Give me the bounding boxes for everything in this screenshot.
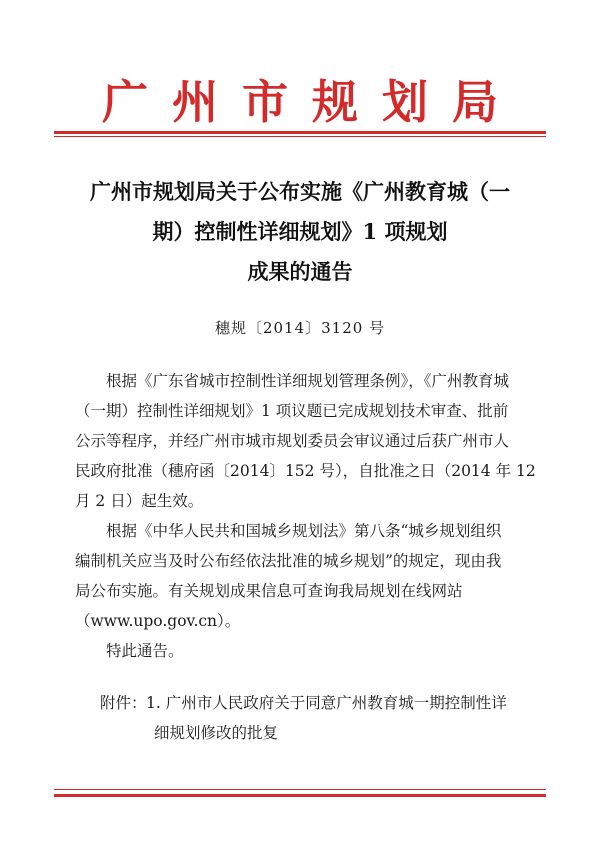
masthead-org-name: 广州市规划局	[102, 75, 522, 129]
notice-title	[55, 172, 545, 292]
attachment-label: 附件：	[100, 694, 147, 712]
paragraph-3	[75, 636, 527, 666]
title-line-1: 广州市规划局关于公布实施《广州教育城（一	[90, 179, 510, 204]
paragraph-2	[75, 516, 527, 636]
closing-line: 特此通告。	[106, 642, 184, 660]
paragraph-1	[75, 366, 536, 516]
paragraph-line: 局公布实施。有关规划成果信息可查询我局规划在线网站	[75, 582, 463, 600]
paragraph-line: 根据《中华人民共和国城乡规划法》第八条“城乡规划组织	[106, 522, 502, 540]
masthead-rule-thick	[54, 131, 546, 134]
document-number: 穗规〔2014〕3120 号	[214, 319, 386, 337]
title-line-3: 成果的通告	[247, 259, 353, 284]
paragraph-line: （一期）控制性详细规划》1 项议题已完成规划技术审查、批前	[75, 402, 509, 420]
attachment-section	[100, 688, 540, 748]
paragraph-line: 公示等程序，并经广州市城市规划委员会审议通过后获广州市人	[75, 432, 510, 450]
paragraph-line: 根据《广东省城市控制性详细规划管理条例》，《广州教育城	[106, 372, 510, 390]
title-line-2: 期）控制性详细规划》1 项规划	[152, 219, 448, 244]
footer-rule-thin	[54, 789, 546, 790]
paragraph-line: （www.upo.gov.cn）。	[75, 612, 241, 630]
paragraph-line: 编制机关应当及时公布经依法批准的城乡规划”的规定，现由我	[75, 552, 502, 570]
attachment-item-line-1: 1. 广州市人民政府关于同意广州教育城一期控制性详	[146, 694, 507, 712]
footer-rule-thick	[54, 794, 546, 797]
masthead-rule-thin	[54, 136, 546, 137]
attachment-item-line-2: 细规划修改的批复	[154, 724, 279, 742]
paragraph-line: 月 2 日）起生效。	[75, 492, 204, 510]
paragraph-line: 民政府批准（穗府函〔2014〕152 号），自批准之日（2014 年 12	[75, 462, 536, 480]
